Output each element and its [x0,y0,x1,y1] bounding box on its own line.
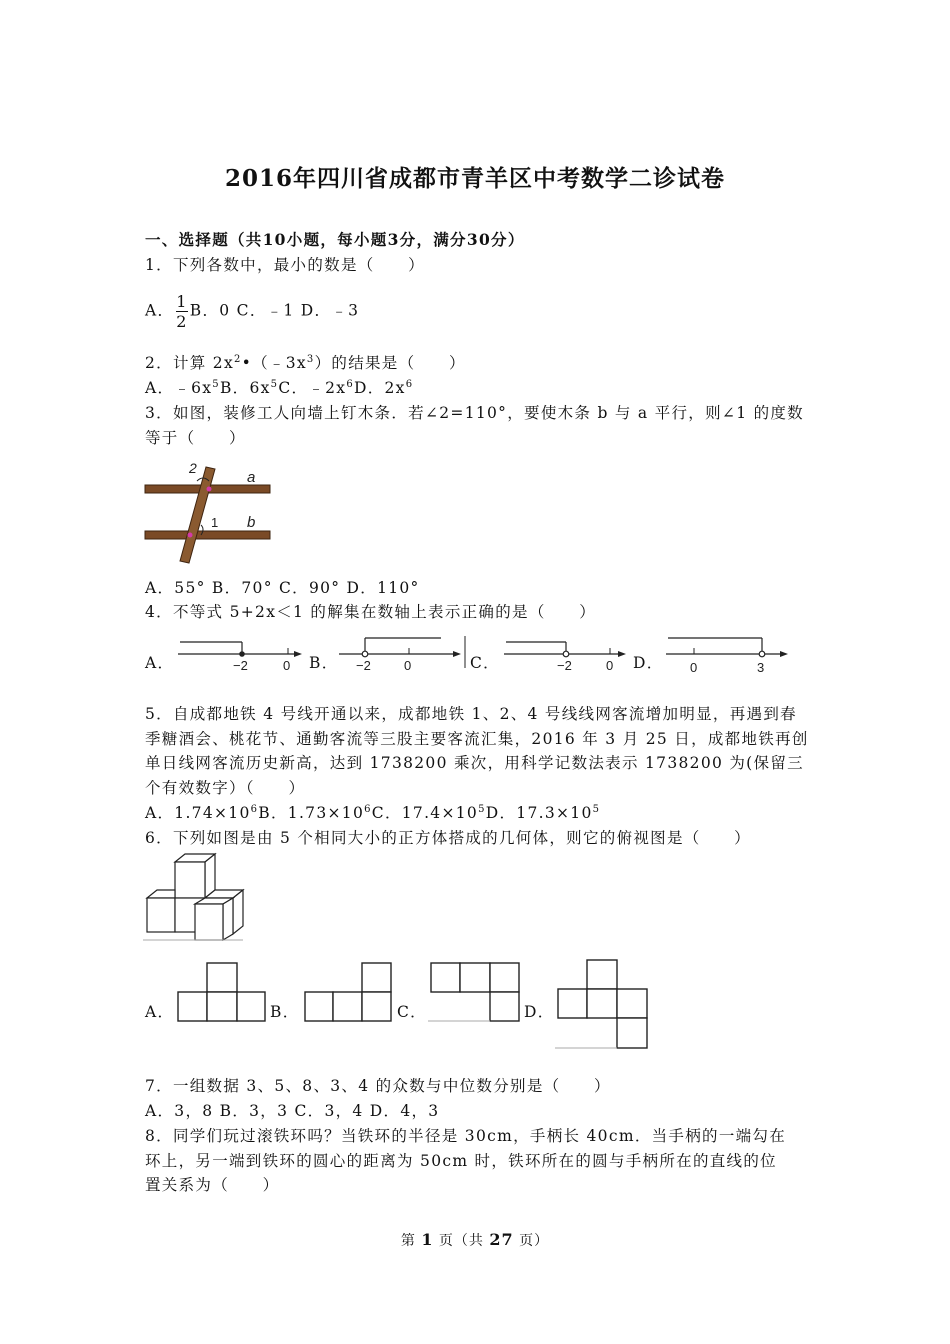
q5-option-c-exponent: 5 [478,803,486,815]
q6-option-a-label: A． [145,1003,175,1021]
fig-label-b: b [247,514,256,531]
q3-wooden-strips-figure [143,455,273,567]
question-2-stem [145,351,466,373]
fig-label-1: 1 [211,515,219,530]
q2-stem-part: ）的结果是（ ） [314,354,466,372]
open-dot [759,651,765,657]
question-5-line4: 个有效数字）（ ） [145,779,306,797]
q2-option-c: C．﹣2x [278,379,347,397]
q2-stem-part: •（﹣3x [241,354,307,372]
nail-point [188,533,193,538]
question-5-line2: 季糖酒会、桃花节、通勤客流等三股主要客流汇集，2016 年 3 月 25 日，成都地铁再创 [145,730,809,748]
tick-label: −2 [557,658,572,673]
fig-label-a: a [247,469,256,486]
closed-dot [239,651,245,657]
tick-label: 0 [404,658,412,673]
fig-label-2: 2 [189,460,197,476]
q6-top-view-c [428,960,522,1024]
open-dot [563,651,569,657]
q5-option-c: C．17.4×10 [371,804,479,822]
tick-label: −2 [356,658,371,673]
footer-text: 页（共 [433,1233,490,1249]
open-dot [362,651,368,657]
fraction-denominator: 2 [176,312,188,331]
q2-option-d: D．2x [353,379,406,397]
question-1-options [145,292,359,331]
question-5-options [145,801,600,823]
q4-option-a-label: A． [145,654,175,672]
question-8-line3: 置关系为（ ） [145,1176,280,1194]
question-5-line3: 单日线网客流历史新高，达到 1738200 乘次，用科学记数法表示 1738200 为(保留三 [145,754,804,772]
footer-text: 第 [400,1233,422,1249]
q6-option-d-label: D． [524,1003,555,1021]
nail-point [207,487,212,492]
q6-option-b-label: B． [270,1003,300,1021]
section-heading: 一、选择题（共10小题，每小题3分，满分30分） [145,230,525,249]
tick-label: −2 [233,658,248,673]
tick-label: 0 [690,660,698,675]
q5-option-d-exponent: 5 [592,803,601,815]
q4-option-c-label: C． [470,654,500,672]
question-3-options: A．55° B．70° C．90° D．110° [145,579,420,597]
q2-exponent: 3 [306,353,315,365]
q2-option-a: A．﹣6x [145,379,213,397]
q4-option-b-label: B． [309,654,339,672]
q1-option-a-label: A． [145,301,175,320]
q1-other-options: B．0 C．﹣1 D．﹣3 [189,301,360,320]
q4-number-line-d [660,630,795,676]
wood-strip-diagonal [180,467,215,563]
question-7-options: A．3，8 B．3，3 C．3，4 D．4，3 [145,1102,440,1120]
q6-top-view-a [175,960,267,1024]
page-title: 2016年四川省成都市青羊区中考数学二诊试卷 [224,165,725,192]
tick-label: 0 [283,658,291,673]
q2-option-a-exponent: 5 [212,378,220,390]
tick-label: 3 [757,660,765,675]
q2-option-d-exponent: 6 [405,378,414,390]
wood-strip-b [145,531,270,539]
q4-number-line-b [335,634,470,676]
q5-option-b-exponent: 6 [364,803,372,815]
q2-option-c-exponent: 6 [346,378,354,390]
question-3-line2: 等于（ ） [145,429,246,447]
question-2-options [145,376,413,398]
question-4-stem: 4．不等式 5+2x＜1 的解集在数轴上表示正确的是（ ） [145,603,597,621]
question-7-stem: 7．一组数据 3、5、8、3、4 的众数与中位数分别是（ ） [145,1077,611,1095]
q4-number-line-c [498,634,633,676]
q5-option-b: B．1.73×10 [258,804,365,822]
q6-top-view-d [555,957,651,1051]
q2-stem-part: 2．计算 2x [145,354,234,372]
q2-exponent: 2 [234,353,242,365]
total-page-count: 27 [489,1230,514,1249]
q5-option-a: A．1.74×10 [145,804,251,822]
q4-number-line-a [170,634,305,676]
q6-option-c-label: C． [397,1003,427,1021]
q5-option-d: D．17.3×10 [485,804,593,822]
tick-label: 0 [606,658,614,673]
q6-top-view-b [302,960,394,1024]
q4-option-d-label: D． [633,654,664,672]
q6-cube-solid-figure [143,852,245,942]
fraction-one-half [176,292,187,331]
page-footer [0,1230,950,1250]
question-8-line2: 环上，另一端到铁环的圆心的距离为 50cm 时，铁环所在的圆与手柄所在的直线的位 [145,1152,777,1170]
question-1-stem: 1．下列各数中，最小的数是（ ） [145,256,425,274]
question-3-line1: 3．如图，装修工人向墙上钉木条．若∠2=110°，要使木条 b 与 a 平行，则∠1 的度数 [145,404,804,422]
footer-text: 页） [513,1233,550,1249]
question-6-stem: 6．下列如图是由 5 个相同大小的正方体搭成的几何体，则它的俯视图是（ ） [145,829,751,847]
fraction-numerator: 1 [176,292,188,311]
question-8-line1: 8．同学们玩过滚铁环吗？当铁环的半径是 30cm，手柄长 40cm．当手柄的一端勾在 [145,1127,787,1145]
q5-option-a-exponent: 6 [250,803,259,815]
question-5-line1: 5．自成都地铁 4 号线开通以来，成都地铁 1、2、4 号线线网客流增加明显，再遇到春 [145,705,797,723]
q2-option-b-exponent: 5 [270,378,279,390]
q2-option-b: B．6x [219,379,271,397]
current-page-number: 1 [421,1230,434,1249]
